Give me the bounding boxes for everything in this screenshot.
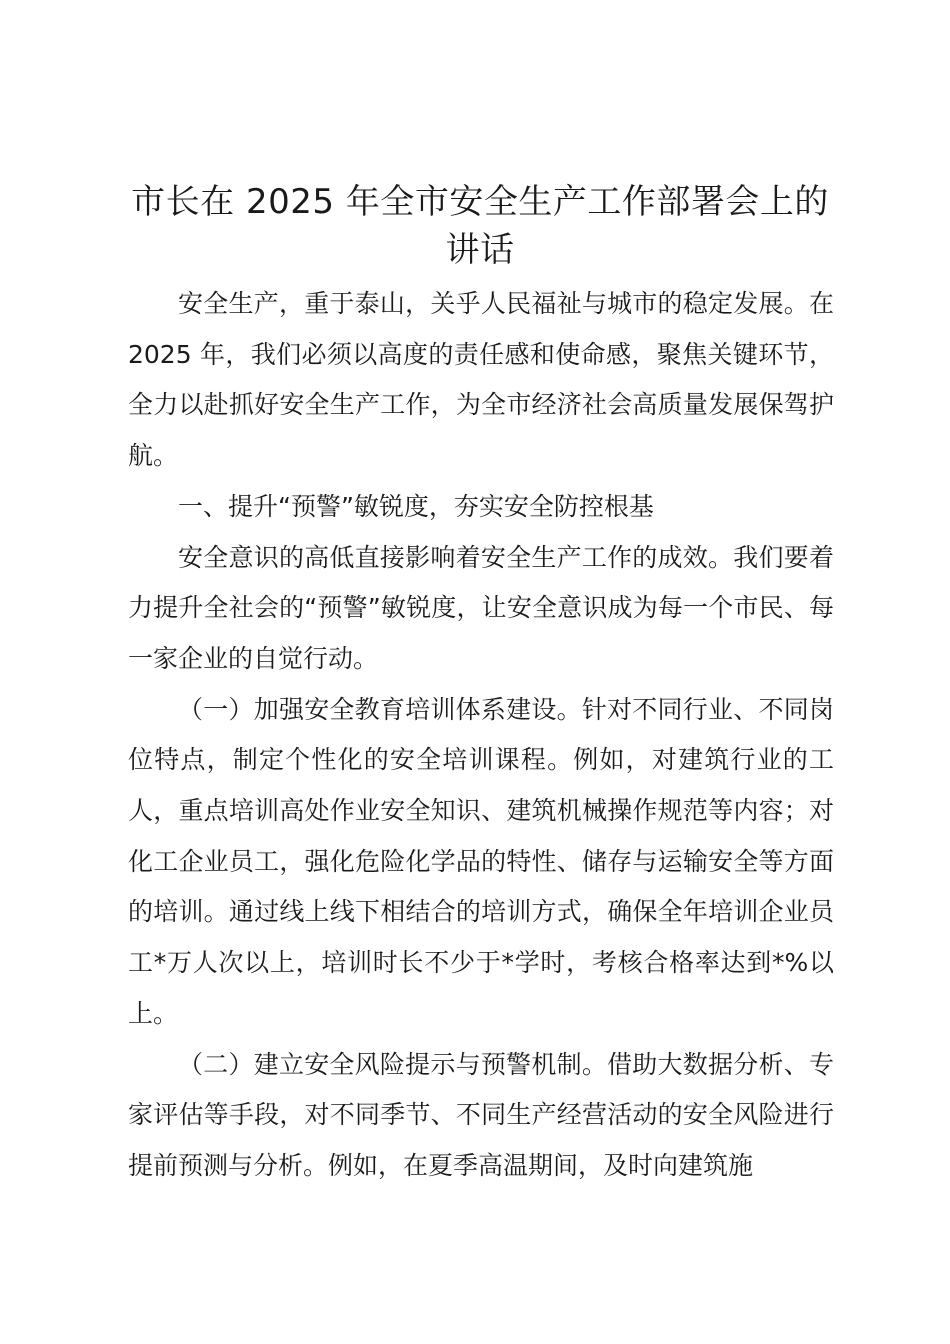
subsection-1-paragraph: （一）加强安全教育培训体系建设。针对不同行业、不同岗位特点，制定个性化的安全培训课程。例如，对建筑行业的工人，重点培训高处作业安全知识、建筑机械操作规范等内容；对化工企业员工，强化危险化学品的特性、储存与运输安全等方面的培训。通过线上线下相结合的培训方式，确保全年培训企业员工*万人次以上，培训时长不少于*学时，考核合格率达到*%以上。 [128, 694, 834, 1028]
intro-paragraph: 安全生产，重于泰山，关乎人民福祉与城市的稳定发展。在 2025 年，我们必须以高度的责任感和使命感，聚焦关键环节，全力以赴抓好安全生产工作，为全市经济社会高质量发展保驾护航。 [128, 289, 834, 471]
document-title: 市长在 2025 年全市安全生产工作部署会上的讲话 [131, 181, 829, 270]
document-body [128, 279, 834, 1192]
section-heading-1: 一、提升“预警”敏锐度，夯实安全防控根基 [178, 491, 654, 521]
section-1-paragraph: 安全意识的高低直接影响着安全生产工作的成效。我们要着力提升全社会的“预警”敏锐度，让安全意识成为每一个市民、每一家企业的自觉行动。 [128, 542, 834, 673]
subsection-2-paragraph: （二）建立安全风险提示与预警机制。借助大数据分析、专家评估等手段，对不同季节、不同生产经营活动的安全风险进行提前预测与分析。例如，在夏季高温期间，及时向建筑施 [128, 1049, 834, 1180]
